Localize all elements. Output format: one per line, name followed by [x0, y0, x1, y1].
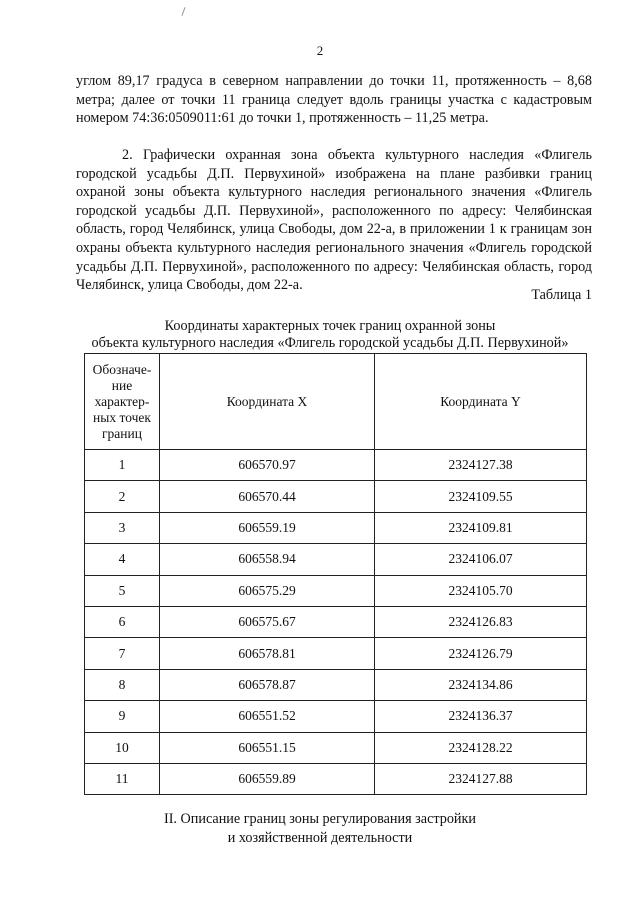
header-coordinate-y: Координата Y: [375, 354, 587, 450]
section-heading-line-1: II. Описание границ зоны регулирования застройки: [163, 811, 477, 827]
table-title-line-1: Координаты характерных точек границ охранной зоны: [164, 318, 496, 334]
cell-coordinate-x: 606551.52: [160, 701, 375, 732]
table-row: [85, 512, 587, 543]
cell-coordinate-y: 2324127.38: [375, 450, 587, 481]
table-title-line-2: объекта культурного наследия «Флигель городской усадьбы Д.П. Первухиной»: [91, 335, 569, 351]
cell-point-number: 9: [85, 701, 160, 732]
cell-point-number: 6: [85, 606, 160, 637]
cell-coordinate-x: 606570.97: [160, 450, 375, 481]
cell-coordinate-y: 2324109.55: [375, 481, 587, 512]
section-heading: [0, 810, 640, 847]
header-coordinate-x: Координата X: [160, 354, 375, 450]
cell-coordinate-y: 2324128.22: [375, 732, 587, 763]
table-body: [85, 450, 587, 795]
cell-coordinate-y: 2324126.83: [375, 606, 587, 637]
cell-point-number: 2: [85, 481, 160, 512]
cell-point-number: 7: [85, 638, 160, 669]
cell-coordinate-y: 2324106.07: [375, 544, 587, 575]
cell-coordinate-y: 2324127.88: [375, 763, 587, 794]
cell-coordinate-y: 2324109.81: [375, 512, 587, 543]
section-heading-line-2: и хозяйственной деятельности: [227, 829, 413, 846]
table-row: [85, 763, 587, 794]
cell-point-number: 10: [85, 732, 160, 763]
table-caption: Таблица 1: [531, 287, 592, 303]
table-header-row: [85, 354, 587, 450]
cell-coordinate-x: 606551.15: [160, 732, 375, 763]
table-row: [85, 669, 587, 700]
cell-coordinate-x: 606575.29: [160, 575, 375, 606]
cell-coordinate-x: 606559.89: [160, 763, 375, 794]
page-number: 2: [316, 43, 324, 58]
table-row: [85, 450, 587, 481]
cell-coordinate-x: 606559.19: [160, 512, 375, 543]
cell-point-number: 1: [85, 450, 160, 481]
table-row: [85, 638, 587, 669]
scan-artifact: [181, 7, 185, 16]
cell-coordinate-x: 606578.87: [160, 669, 375, 700]
cell-point-number: 4: [85, 544, 160, 575]
table-row: [85, 544, 587, 575]
cell-coordinate-y: 2324105.70: [375, 575, 587, 606]
cell-coordinate-x: 606575.67: [160, 606, 375, 637]
cell-coordinate-x: 606578.81: [160, 638, 375, 669]
cell-point-number: 5: [85, 575, 160, 606]
table-title: [60, 318, 600, 352]
cell-point-number: 11: [85, 763, 160, 794]
cell-coordinate-y: 2324126.79: [375, 638, 587, 669]
paragraph-2: 2. Графически охранная зона объекта культурного наследия «Флигель городской усадьбы Д.П. Первухиной» изображена на плане разбивки границ охраной зоны объекта культурного наследия регионального значения «Флигель городской усадьбы Д.П. Первухиной», расположенного по адресу: Челябинская область, город Челябинск, улица Свободы, дом 22-а, в приложении 1 к границам зон охраны объекта культурного наследия регионального значения «Флигель городской усадьбы Д.П. Первухиной», расположенного по адресу: Челябинская область, город Челябинск, улица Свободы, дом 22-а.: [76, 147, 592, 294]
cell-coordinate-x: 606570.44: [160, 481, 375, 512]
cell-coordinate-y: 2324134.86: [375, 669, 587, 700]
table-row: [85, 701, 587, 732]
cell-coordinate-y: 2324136.37: [375, 701, 587, 732]
table-row: [85, 575, 587, 606]
table-row: [85, 732, 587, 763]
paragraph-continuation: углом 89,17 градуса в северном направлении до точки 11, протяженность – 8,68 метра; далее от точки 11 граница следует вдоль границы участка с кадастровым номером 74:36:0509011:61 до точки 1, протяженность – 11,25 метра.: [76, 73, 592, 127]
coordinates-table: [84, 353, 587, 795]
table-row: [85, 606, 587, 637]
header-point-designation: Обозначе-ние характер-ных точек границ: [85, 354, 160, 450]
table-row: [85, 481, 587, 512]
cell-point-number: 8: [85, 669, 160, 700]
cell-coordinate-x: 606558.94: [160, 544, 375, 575]
cell-point-number: 3: [85, 512, 160, 543]
